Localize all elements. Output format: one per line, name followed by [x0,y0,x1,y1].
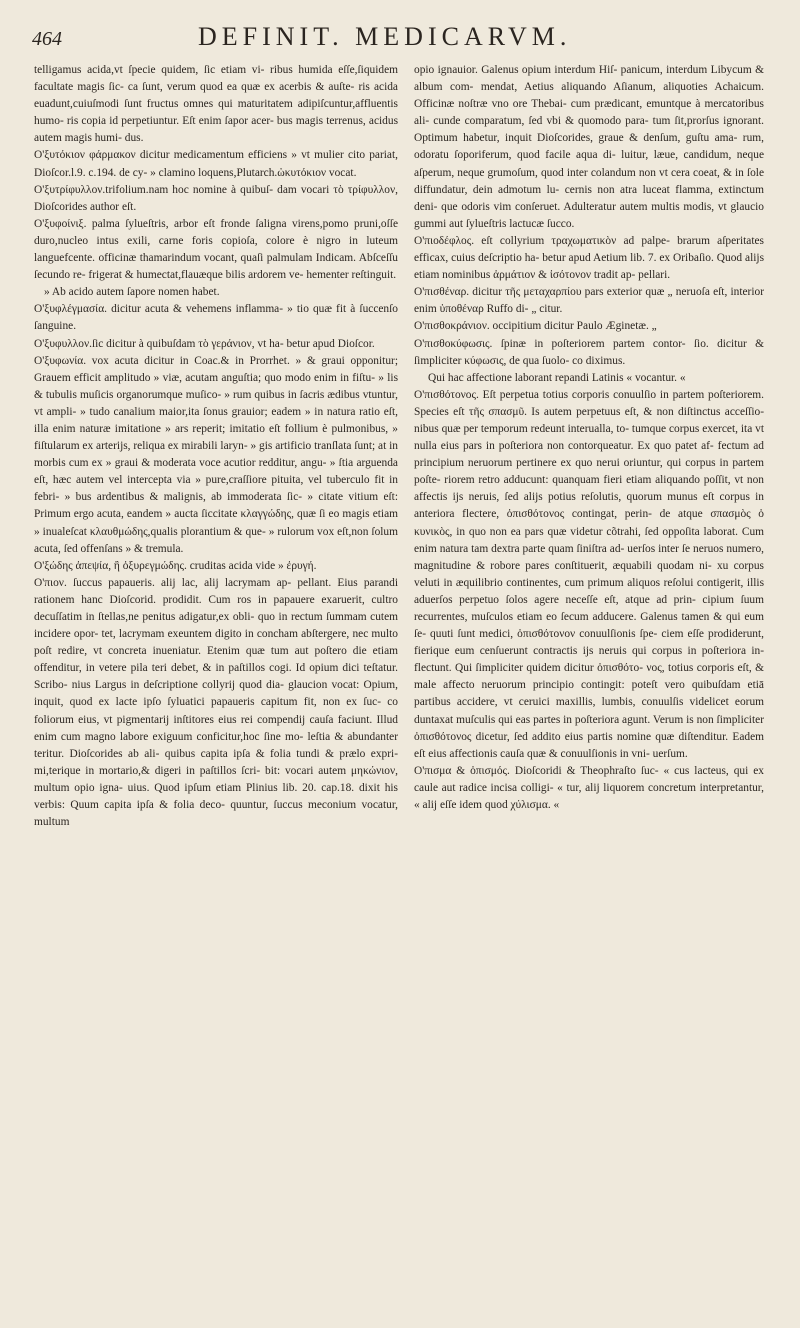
dictionary-entry: O'πισθότονος. Eſt perpetua totius corporis conuulſio in partem poſteriorem. Species eſt τῆς σπασμῦ. Is autem perpetuus eſt, & non diſtinctus acceſſio- nibus quæ per temporum redeunt interualla, to- tumque corpus exercet, ita vt nulla eius pars in poſteriora non contorqueatur. Ex quo patet af- fectum ad principium neruorum pertinere ex quo nerui oriuntur, qui corpus in partem poſte- riorem retro adducunt: quanquam fieri etiam aliquando poſſit, vt non affectis ijs neruis, ſed alijs potius reſolutis, quorum munus eſt corpus in anteriora flectere, ὀπισθότονος contingat, perin- de atque σπασμὸς ὁ κυνικὸς, in quo non ea pars quæ videtur cõtrahi, ſed oppoſita laborat. Cum enim natura tam dextra parte quam ſiniſtra ad- uerſos inter ſe neruos numero, magnitudine & robore pares conſtituerit, æquabili quodam ni- xu corpus veluti in æquilibrio continentes, cum primum aliquos reſolui contigerit, illis aduerſos perpetuo ſolos agere neceſſe eſt, atque ad prin- cipium ſuum recurrentes, muſculos etiam eo ſecum adducere. Galenus tamen & qui eum ſe- quuti ſunt medici, ὀπισθότονον conuulſionis ſpe- ciem eſſe prodiderunt, fierique eum cenſuerunt contractis ijs neruis qui corpus in poſteriora in- flectunt. Qui ſimpliciter quidem dicitur ὀπισθότο- νος, totius corporis eſt, & male affecto neruorum principio contingit: poteſt vero quibuſdam etiā partibus accidere, vt ceruici maxillis, lumbis, conuulſis videlicet eorum duntaxat muſculis qui eas partes in poſteriora agunt. Verum is non ſimpliciter ὀπισθότονος dicetur, ſed addito eius partis nomine quæ diſtenditur. Eadem eſt eius affectionis cauſa quæ & conuulſionis in vni- uerſum. [414,388,764,760]
running-title: DEFINIT. MEDICARVM. [198,22,572,51]
dictionary-entry: O'ξυτόκιον φάρμακον dicitur medicamentum efficiens » vt mulier cito pariat, Dioſcor.l.9. c.194. de cy- » clamino loquens,Plutarch.ὠκυτόκιον vocat. [34,149,398,179]
left-column [34,62,398,831]
dictionary-entry: O'πισθοκύφωσις. ſpinæ in poſteriorem partem contor- ſio. dicitur & ſimpliciter κύφωσις, de qua ſuolo- co diximus. [414,337,764,367]
page-number: 464 [32,28,62,50]
dictionary-entry: Qui hac affectione laborant repandi Latinis « vocantur. « [428,371,686,384]
dictionary-entry: O'ξυφλέγμασία. dicitur acuta & vehemens inflamma- » tio quæ fit à ſuccenſo ſanguine. [34,303,398,333]
dictionary-entry: O'πισθοκράνιον. occipitium dicitur Paulo Æginetæ. „ [414,320,657,333]
dictionary-entry: O'ξυφυλλον.ſic dicitur à quibuſdam τὸ γεράνιον, vt ha- betur apud Dioſcor. [34,337,375,350]
dictionary-entry: O'ξυτρίφυλλον.trifolium.nam hoc nomine à quibuſ- dam vocari τὸ τρίφυλλον, Dioſcorides author eſt. [34,183,398,213]
dictionary-entry: O'πιοδέφλος. eſt collyrium τραχωματικὸν ad palpe- brarum aſperitates efficax, cuius deſcriptio ha- betur apud Aetium lib. 7. ex Oribaſio. Quod alijs etiam nominibus ἀρμάτιον & ἰσότονον tradit ap- pellari. [414,234,764,282]
right-column [414,62,764,814]
dictionary-entry: O'ξυφωνία. vox acuta dicitur in Coac.& in Prorrhet. » & graui opponitur; Grauem efficit amplitudo » viæ, acutam anguſtia; quo modo enim in fiſtu- » lis & tubulis muſicis organorumque muſico- » rum quibus in ſacris ædibus vtuntur, vt ampli- » tudo canalium maior,ita ſonus grauior; eadem » in natura ratio eſt, illa enim naturæ imitatione » ars reperit; imitatio eſt follium è pulmonibus, » fiſtularum ex arterijs, reliqua ex mirabili laryn- » gis artificio tranſlata ſunt; at in morbis cum ex » graui & moderata voce acutior redditur, angu- » ſtia arguenda eſt, hæc autem vel intercepta via » pure,craſſiore pituita, vel tuberculo fit in febri- » bus ardentibus & malignis, ab immoderata ſic- » citate vitium eſt: Primum ergo acuta, eandem » aucta ſiccitate κλαγγώδης, quæ ſi eo magis etiam » inualeſcat κλαυθμώδης,qualis plorantium & que- » rulorum vox eſt,non ſolum acuta, ſed offenſans » & tremula. [34,354,398,555]
dictionary-entry: telligamus acida,vt ſpecie quidem, ſic etiam vi- ribus humida eſſe,ſiquidem facultate magis ſic- ca ſunt, verum quod ea quæ ex acerbis & auſte- ris acida euadunt,cuiuſmodi ſunt fructus omnes qui maturitatem adipiſcuntur,affluentis humo- ris copia id perpetiuntur. Eſt enim ſapor acer- bus magis terrenus, acidus autem magis humi- dus. [34,64,398,145]
dictionary-entry: O'πισμα & ὀπισμός. Dioſcoridi & Theophraſto ſuc- « cus lacteus, qui ex caule aut radice incisa colligi- « tur, alij liquorem concretum interpretantur, « alij eſſe idem quod χύλισμα. « [414,764,764,812]
dictionary-entry: opio ignauior. Galenus opium interdum Hiſ- panicum, interdum Libycum & album com- mendat, Aetius aliquando Aſianum, aliquoties Achaicum. Officinæ noſtræ vno ore Thebai- cum prædicant, emuntque à mercatoribus ali- cunde comparatum, ſed vbi & quomodo para- tum ſit,prorſus ignorant. Optimum habetur, inquit Dioſcorides, graue & denſum, guſtu ama- rum, odoratu ſoporiferum, quod facile aqua di- luitur, læue, candidum, neque aſperum, neque grumoſum, quod inter colandum non vt cera coeat, & in ſole diffundatur, dein admotum lu- cernis non atra luceat flamma, extinctum deni- que odoris vim conſeruet. Adulteratur autem multis modis, vt glaucio gummi aut ſylueſtris lactucæ ſucco. [414,64,764,230]
dictionary-entry: O'πισθέναρ. dicitur τῆς μεταχαρπίου pars exterior quæ „ neruoſa eſt, interior enim ὑποθέναρ Ruffo di- „ citur. [414,286,764,316]
dictionary-entry: O'ξώδης ἀπεψία, ἢ ὀξυρεγμώδης. cruditas acida vide » ἐρυγή. [34,559,317,572]
dictionary-entry: » Ab acido autem ſapore nomen habet. [44,286,220,299]
dictionary-entry: O'πιον. ſuccus papaueris. alij lac, alij lacrymam ap- pellant. Eius parandi rationem hanc Dioſcorid. prodidit. Cum ros in papauere exaruerit, cultro decuſſatim in ſtellas,ne penitus adigatur,ex obli- quo in rectum ſummam cutem incidere opor- tet, lacrymam exeuntem digito in concham abſtergere, nec multo poſt redire, vt concreta inueniatur. Etenim quæ tum aut poſtero die etiam offenditur, in vetere pila teri debet, & in paſtillos cogi. Id opium dici teſtatur. Scribo- nius Largus in deſcriptione collyrij quod dia- glaucion vocat: Opium, inquit, quod ex lacte ipſo ſyluatici papaueris capitum fit, non ex ſuc- co foliorum eius, vt pigmentarij inſtitores eius rei compendij cauſa faciunt. Illud enim cum magno labore exiguum conficitur,hoc ſine mo- leſtia & abundanter teritur. Dioſcorides ab ali- quibus capita ipſa & folia tundi & prælo expri- mi,terique in mortario,& digeri in paſtillos ſcri- bit: vocari autem μηκώνιον, multum opio igna- uius. Quod ipſum etiam Plinius lib. 20. cap.18. dixit his verbis: Quum capita ipſa & folia deco- quuntur, ſuccus meconium vocatur, multum [34,576,398,829]
page-header [0,22,800,56]
dictionary-entry: O'ξυφοίνιξ. palma ſylueſtris, arbor eſt fronde ſaligna virens,pomo pruni,oſſe duro,nucleo intus exili, carne foris copioſa, colore è nigro in luteum languefcente. officinæ thamarindum vocant, quaſi palmulam Indicam. Abſceſſu ſecundo re- frigerat & humectat,flauæque bilis ardorem ve- hementer reſtinguit. [34,217,398,282]
